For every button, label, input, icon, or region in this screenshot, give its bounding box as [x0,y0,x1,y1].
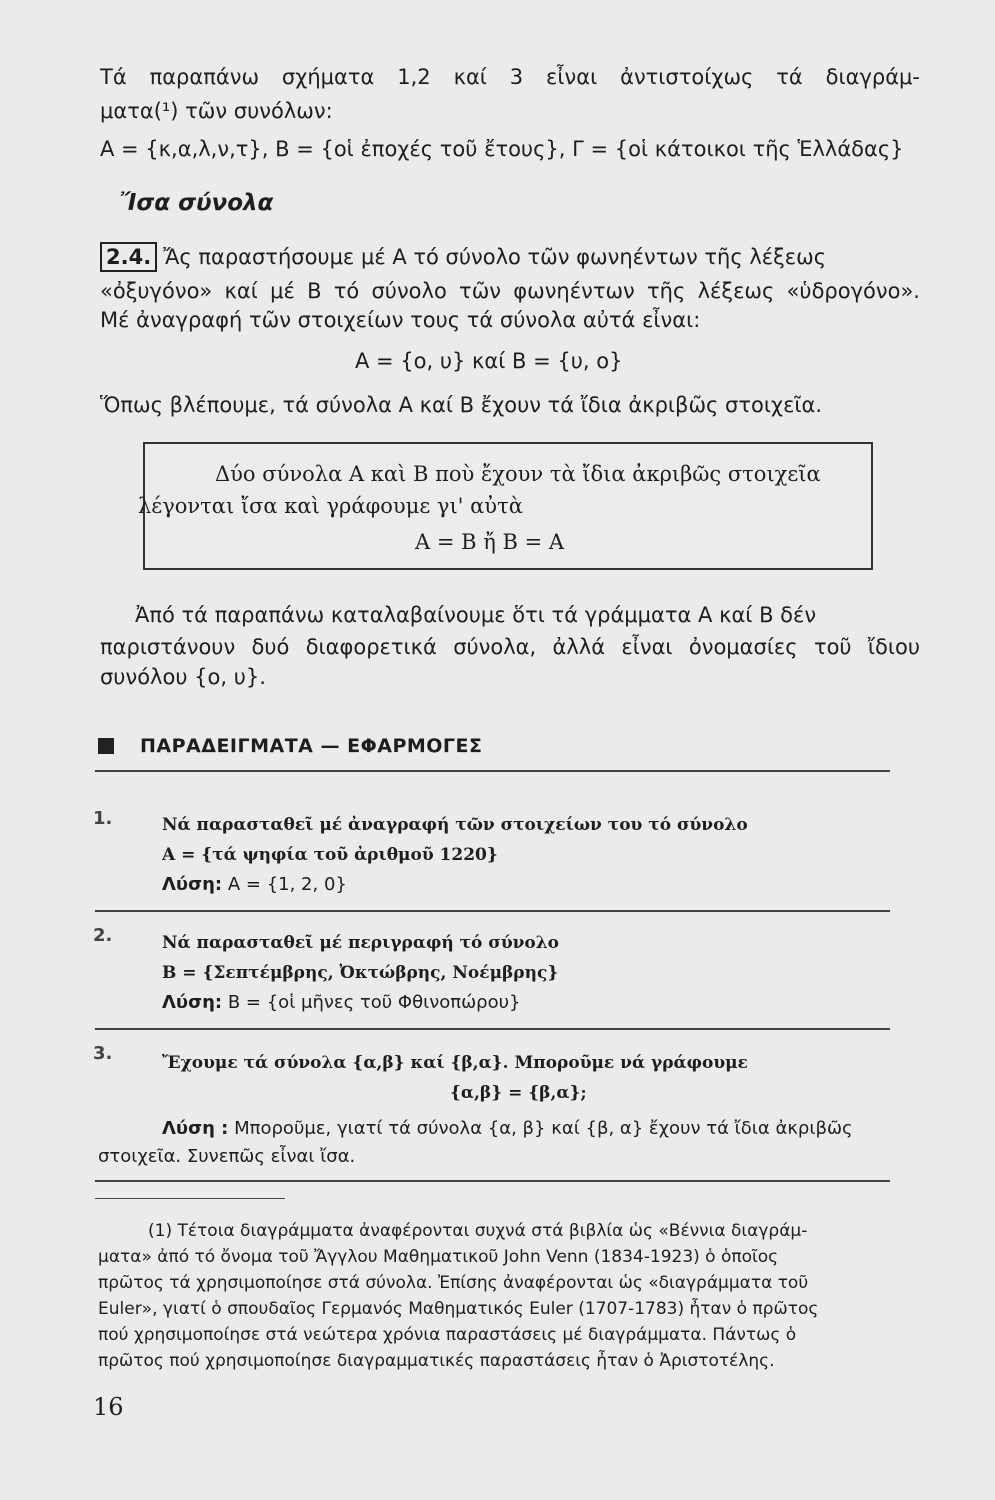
example-set: Β = {Σεπτέμβρης, Ὀκτώβρης, Νοέμβρης} [162,963,559,983]
solution-text: Α = {1, 2, 0} [227,874,347,895]
examples-top-rule [95,770,890,772]
solution-label: Λύση : [162,1118,229,1139]
footnote-line-1: (1) Τέτοια διαγράμματα ἀναφέρονται συχνά στά βιβλία ὡς «Βέννια διαγράμ- [148,1221,808,1241]
footnote-line-4: Euler», γιατί ὁ σπουδαῖος Γερμανός Μαθηματικός Euler (1707-1783) ἦταν ὁ πρῶτος [98,1299,819,1319]
example-equation: {α,β} = {β,α}; [450,1083,587,1103]
para24-line-3: Μέ ἀναγραφή τῶν στοιχείων τους τά σύνολα αὐτά εἶναι: [100,308,701,332]
footnote-rule [95,1198,285,1199]
solution-label: Λύση: [162,874,223,895]
definition-line-1: Δύο σύνολα Α καὶ Β ποὺ ἔχουν τὰ ἴδια ἀκριβῶς στοιχεῖα [215,462,821,486]
solution-text: Μποροῦμε, γιατί τά σύνολα {α, β} καί {β, α} ἔχουν τά ἴδια ἀκριβῶς [234,1118,853,1139]
example-solution [162,992,520,1013]
solution-continuation: στοιχεῖα. Συνεπῶς εἶναι ἴσα. [98,1146,356,1167]
examples-bottom-rule [95,1180,890,1182]
para24-formula: Α = {ο, υ} καί Β = {υ, ο} [355,349,623,373]
intro-line-2: ματα(¹) τῶν συνόλων: [100,99,333,123]
example-solution [162,1118,853,1139]
intro-sets-line: Α = {κ,α,λ,ν,τ}, Β = {οἱ ἐποχές τοῦ ἔτους}, Γ = {οἱ κάτοικοι τῆς Ἑλλάδας} [100,137,904,161]
intro-line-1: Τά παραπάνω σχήματα 1,2 καί 3 εἶναι ἀντιστοίχως τά διαγράμ- [100,65,920,89]
solution-text: Β = {οἱ μῆνες τοῦ Φθινοπώρου} [227,992,521,1013]
para24-line-1: Ἄς παραστήσουμε μέ Α τό σύνολο τῶν φωνηέντων τῆς λέξεως [163,245,827,269]
example-number: 1. [93,808,113,829]
example-statement: Νά παρασταθεῖ μέ ἀναγραφή τῶν στοιχείων του τό σύνολο [162,815,748,835]
section-heading: Ἴσα σύνολα [120,190,274,216]
conclusion-line-3: συνόλου {ο, υ}. [100,665,266,689]
footnote-line-2: ματα» ἀπό τό ὄνομα τοῦ Ἄγγλου Μαθηματικοῦ John Venn (1834-1923) ὁ ὁποῖος [98,1247,779,1267]
definition-formula: Α = Β ἤ Β = Α [415,530,565,554]
examples-title [98,735,483,757]
para24-line-2: «ὀξυγόνο» καί μέ Β τό σύνολο τῶν φωνηέντων τῆς λέξεως «ὑδρογόνο». [100,279,920,303]
example-divider-2 [95,1028,890,1030]
conclusion-line-1: Ἀπό τά παραπάνω καταλαβαίνουμε ὅτι τά γράμματα Α καί Β δέν [135,603,817,627]
definition-line-2: λέγονται ἴσα καὶ γράφουμε γι' αὐτὰ [138,494,523,518]
footnote-line-6: πρῶτος πού χρησιμοποίησε διαγραμματικές παραστάσεις ἦταν ὁ Ἀριστοτέλης. [98,1351,775,1371]
footnote-line-3: πρῶτος τά χρησιμοποίησε στά σύνολα. Ἐπίσης ἀναφέρονται ὡς «διαγράμματα τοῦ [98,1273,809,1293]
definition-box [138,442,873,570]
example-number: 2. [93,925,113,946]
example-divider-1 [95,910,890,912]
square-bullet-icon [98,738,114,754]
conclusion-line-2: παριστάνουν δυό διαφορετικά σύνολα, ἀλλά εἶναι ὀνομασίες τοῦ ἴδιου [100,635,920,659]
examples-title-text: ΠΑΡΑΔΕΙΓΜΑΤΑ — ΕΦΑΡΜΟΓΕΣ [140,735,483,757]
paragraph-number-box: 2.4. [100,242,157,272]
example-number: 3. [93,1043,113,1064]
example-solution [162,874,347,895]
example-statement: Νά παρασταθεῖ μέ περιγραφή τό σύνολο [162,933,560,953]
example-statement: Ἔχουμε τά σύνολα {α,β} καί {β,α}. Μποροῦμε νά γράφουμε [162,1053,748,1073]
solution-label: Λύση: [162,992,223,1013]
para24-line-4: Ὅπως βλέπουμε, τά σύνολα Α καί Β ἔχουν τά ἴδια ἀκριβῶς στοιχεῖα. [100,393,823,417]
page-number: 16 [93,1393,124,1421]
footnote-line-5: πού χρησιμοποίησε στά νεώτερα χρόνια παραστάσεις μέ διαγράμματα. Πάντως ὁ [98,1325,797,1345]
example-set: Α = {τά ψηφία τοῦ ἀριθμοῦ 1220} [162,845,498,865]
